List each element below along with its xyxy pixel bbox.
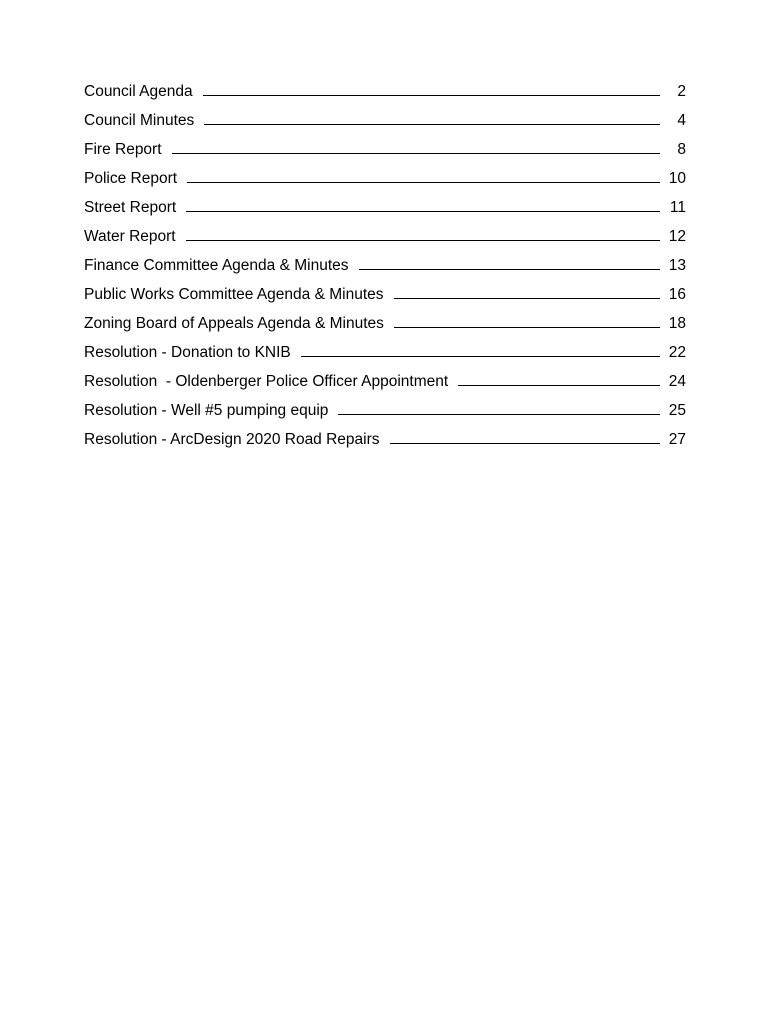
- toc-leader-line: [301, 356, 660, 357]
- toc-entry-title: Zoning Board of Appeals Agenda & Minutes: [84, 315, 384, 332]
- toc-entry-title: Fire Report: [84, 141, 162, 158]
- toc-entry-page: 16: [668, 286, 686, 303]
- toc-leader-line: [338, 414, 660, 415]
- toc-entry-resolution-knib: [84, 333, 686, 362]
- toc-entry-resolution-well-5: [84, 391, 686, 420]
- toc-entry-page: 8: [677, 141, 686, 158]
- toc-entry-title: Street Report: [84, 199, 177, 216]
- toc-entry-page: 24: [668, 373, 686, 390]
- toc-entry-title: Council Minutes: [84, 112, 195, 129]
- toc-entry-title: Finance Committee Agenda & Minutes: [84, 257, 349, 274]
- toc-leader-line: [187, 182, 660, 183]
- toc-entry-page: 25: [668, 402, 686, 419]
- toc-entry-title: Public Works Committee Agenda & Minutes: [84, 286, 384, 303]
- toc-leader-line: [390, 443, 660, 444]
- toc-entry-page: 27: [668, 431, 686, 448]
- toc-entry-title: Resolution - Oldenberger Police Officer Appointment: [84, 373, 449, 390]
- toc-entry-public-works-committee: [84, 275, 686, 304]
- toc-entry-police-report: [84, 159, 686, 188]
- toc-entry-page: 18: [668, 315, 686, 332]
- toc-entry-page: 11: [669, 199, 686, 216]
- toc-entry-title: Water Report: [84, 228, 176, 245]
- toc-entry-title: Resolution - Donation to KNIB: [84, 344, 291, 361]
- toc-leader-line: [359, 269, 661, 270]
- toc-entry-title: Council Agenda: [84, 83, 193, 100]
- toc-leader-line: [394, 298, 660, 299]
- toc-leader-line: [394, 327, 660, 328]
- toc-leader-line: [172, 153, 660, 154]
- toc-leader-line: [458, 385, 660, 386]
- toc-leader-line: [203, 95, 660, 96]
- toc-entry-page: 2: [677, 83, 686, 100]
- toc-entry-page: 12: [668, 228, 686, 245]
- toc-entry-fire-report: [84, 130, 686, 159]
- toc-entry-page: 22: [668, 344, 686, 361]
- toc-entry-street-report: [84, 188, 686, 217]
- toc-entry-title: Resolution - ArcDesign 2020 Road Repairs: [84, 431, 380, 448]
- table-of-contents: [84, 72, 686, 449]
- toc-entry-page: 13: [668, 257, 686, 274]
- toc-entry-zoning-board: [84, 304, 686, 333]
- toc-entry-title: Police Report: [84, 170, 178, 187]
- toc-entry-finance-committee: [84, 246, 686, 275]
- toc-leader-line: [204, 124, 660, 125]
- toc-entry-page: 10: [668, 170, 686, 187]
- toc-entry-resolution-road-repairs: [84, 420, 686, 449]
- toc-leader-line: [186, 240, 660, 241]
- toc-entry-council-minutes: [84, 101, 686, 130]
- toc-entry-page: 4: [677, 112, 686, 129]
- toc-entry-title: Resolution - Well #5 pumping equip: [84, 402, 329, 419]
- toc-entry-water-report: [84, 217, 686, 246]
- toc-entry-council-agenda: [84, 72, 686, 101]
- toc-entry-resolution-police-appointment: [84, 362, 686, 391]
- toc-leader-line: [186, 211, 660, 212]
